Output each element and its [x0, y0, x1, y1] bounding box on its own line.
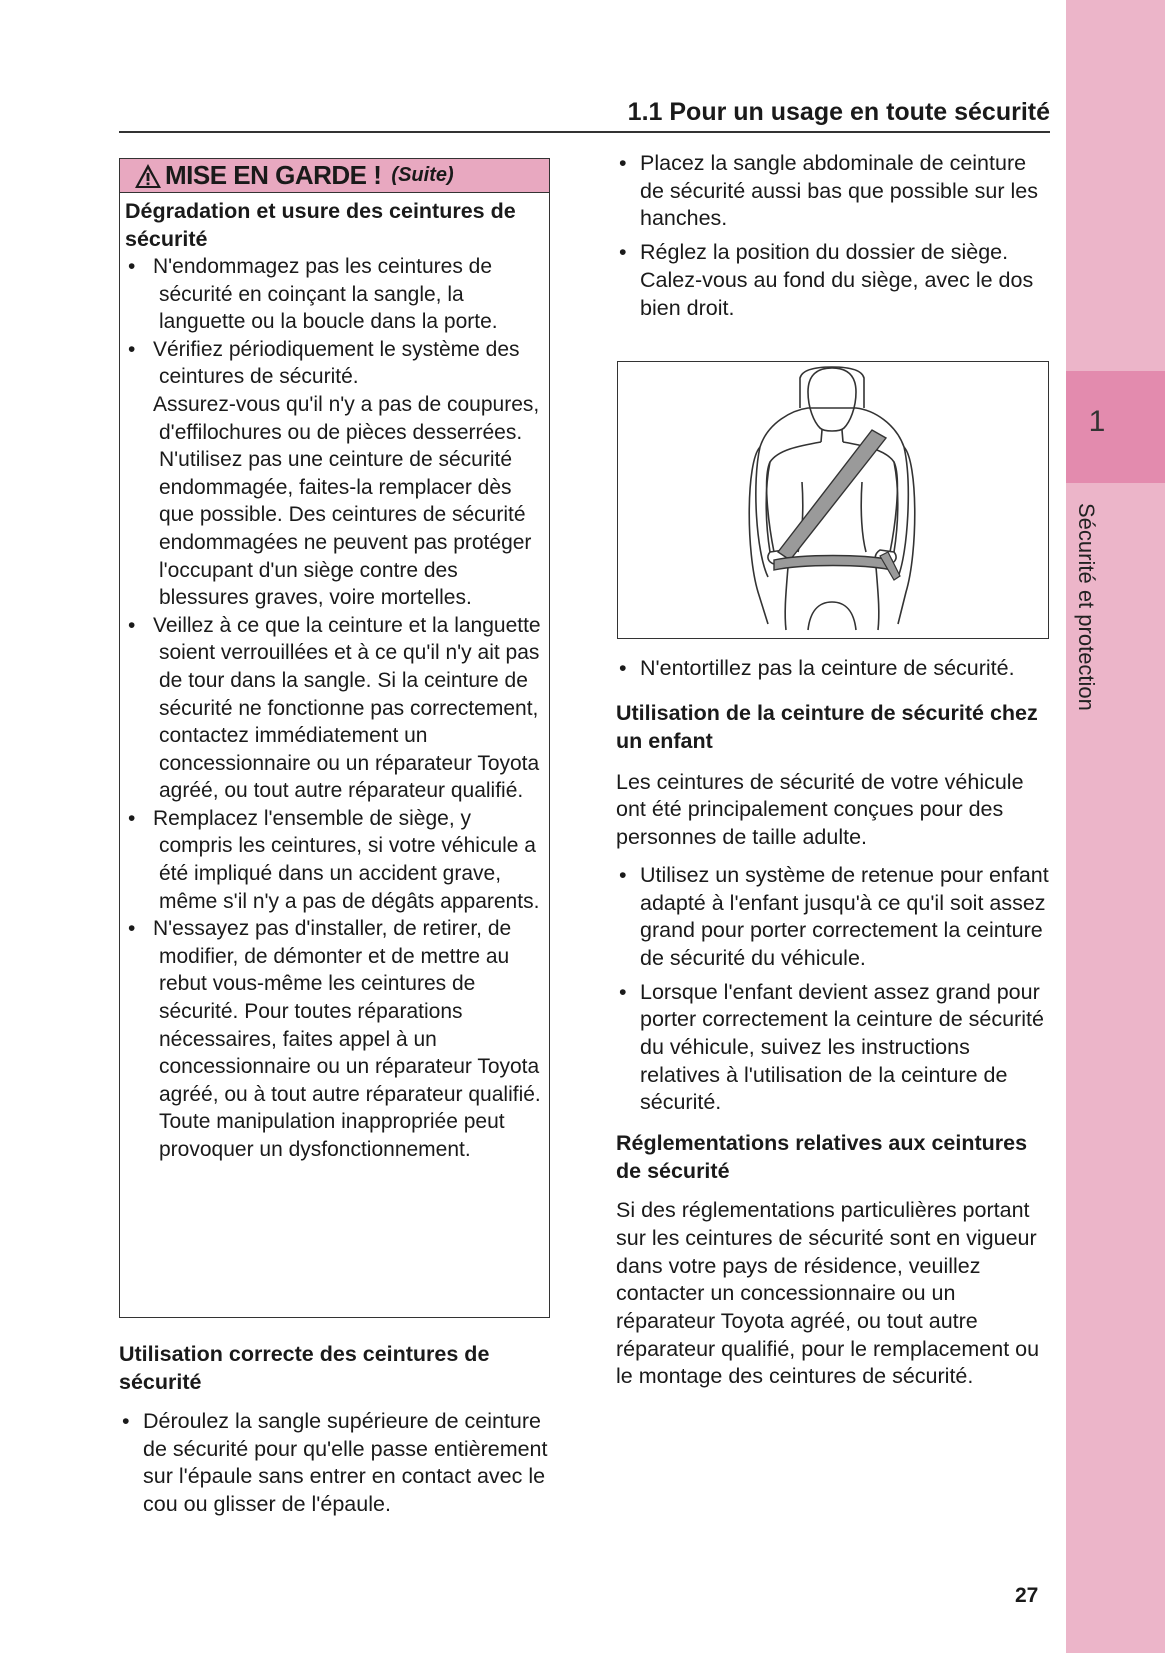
list-item: • Lorsque l'enfant devient assez grand pour porter correctement la ceinture de sécurité du véhicule, suivez les instructions relatives à l'utilisation de la ceinture de sécurité. [616, 979, 1052, 1118]
right-column-lower [616, 655, 1052, 1391]
list-item: • Réglez la position du dossier de siège. Calez-vous au fond du siège, avec le dos bien droit. [616, 239, 1052, 322]
side-tab [1066, 0, 1165, 1653]
list-item: • Veillez à ce que la ceinture et la languette soient verrouillées et à ce qu'il n'y ait pas de tour dans la sangle. Si la ceinture de sécurité ne fonctionne pas correctement, contactez immédiatement un concessionnaire ou un réparateur Toyota agréé, ou tout autre réparateur qualifié. [125, 612, 541, 805]
warning-suite: (Suite) [391, 164, 454, 186]
warning-header [120, 159, 549, 193]
seated-person-seatbelt-icon [618, 362, 1047, 637]
list-item: • N'essayez pas d'installer, de retirer, de modifier, de démonter et de mettre au rebut vous-même les ceintures de sécurité. Pour toutes réparations nécessaires, faites appel à un concessionnaire ou un réparateur Toyota agréé, ou à tout autre réparateur qualifié. Toute manipulation inappropriée peut provoquer un dysfonctionnement. [125, 915, 541, 1163]
list-item: • Déroulez la sangle supérieure de ceinture de sécurité pour qu'elle passe entièrement sur l'épaule sans entrer en contact avec le cou ou glisser de l'épaule. [119, 1408, 553, 1519]
list-item: • N'entortillez pas la ceinture de sécurité. [616, 655, 1052, 683]
list-item: • Remplacez l'ensemble de siège, y compris les ceintures, si votre véhicule a été impliqué dans un accident grave, même s'il n'y a pas de dégâts apparents. [125, 805, 541, 915]
regulations-text: Si des réglementations particulières portant sur les ceintures de sécurité sont en vigueur dans votre pays de résidence, veuillez contacter un concessionnaire ou un réparateur Toyota agréé, ou tout autre réparateur qualifié, pour le remplacement ou le montage des ceintures de sécurité. [616, 1198, 1040, 1389]
chapter-number: 1 [1088, 405, 1106, 438]
correct-use-list [119, 1408, 553, 1519]
child-intro: Les ceintures de sécurité de votre véhicule ont été principalement conçues pour des personnes de taille adulte. [616, 769, 1024, 850]
right-column [616, 150, 1052, 328]
page-header-title: 1.1 Pour un usage en toute sécurité [627, 98, 1050, 126]
warning-body [120, 193, 549, 1164]
warning-box [119, 158, 550, 1318]
header-rule [119, 131, 1050, 133]
warning-subheading: Dégradation et usure des ceintures de sécurité [125, 199, 516, 251]
section-heading-correct-use: Utilisation correcte des ceintures de sécurité [119, 1342, 490, 1394]
warning-triangle-icon [134, 163, 162, 189]
list-item: • N'endommagez pas les ceintures de sécurité en coinçant la sangle, la languette ou la boucle dans la porte. [125, 253, 541, 336]
section-heading-regulations: Réglementations relatives aux ceintures de sécurité [616, 1131, 1028, 1184]
list-item: • Utilisez un système de retenue pour enfant adapté à l'enfant jusqu'à ce qu'il soit assez grand pour porter correctement la ceinture de sécurité du véhicule. [616, 862, 1052, 973]
chapter-title: Sécurité et protection [1074, 503, 1099, 711]
warning-list [125, 253, 541, 1164]
posture-list [616, 150, 1052, 322]
page-number: 27 [1015, 1584, 1039, 1607]
seatbelt-illustration [617, 361, 1049, 639]
twist-list [616, 655, 1052, 683]
child-list [616, 862, 1052, 1117]
warning-title: MISE EN GARDE ! [165, 160, 382, 190]
section-heading-child: Utilisation de la ceinture de sécurité chez un enfant [616, 700, 1038, 753]
list-item: • Vérifiez périodiquement le système des ceintures de sécurité. Assurez-vous qu'il n'y a pas de coupures, d'effilochures ou de pièces desserrées. N'utilisez pas une ceinture de sécurité endommagée, faites-la remplacer dès que possible. Des ceintures de sécurité endommagées ne peuvent pas protéger l'occupant d'un siège contre des blessures graves, voire mortelles. [125, 336, 541, 612]
left-column [119, 158, 553, 1525]
list-item: • Placez la sangle abdominale de ceinture de sécurité aussi bas que possible sur les hanches. [616, 150, 1052, 233]
